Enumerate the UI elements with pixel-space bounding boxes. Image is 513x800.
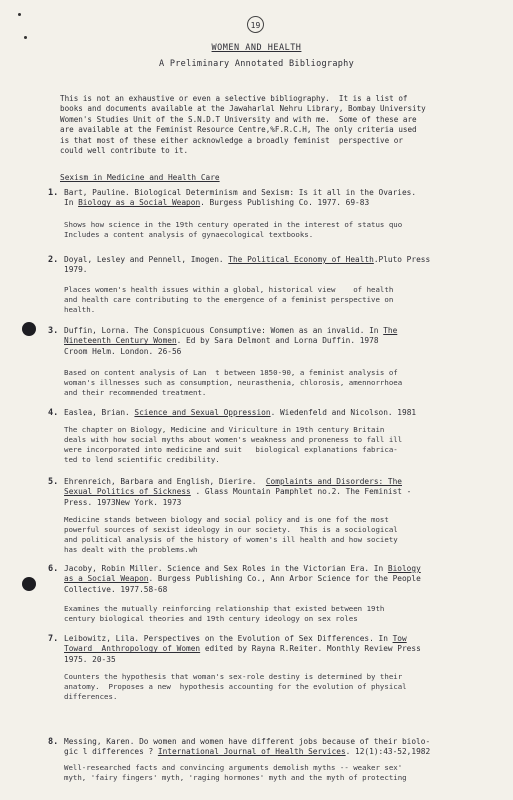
entry-citation	[64, 408, 416, 418]
punch-hole	[22, 322, 36, 336]
entry-citation	[64, 255, 430, 276]
entry-annotation	[64, 285, 393, 315]
entry-number: 8.	[48, 737, 59, 747]
entry-annotation	[64, 425, 402, 465]
citation-text: Doyal, Lesley and Pennell, Imogen.	[64, 255, 229, 264]
annotation-line: powerful sources of sexist ideology in our society. This is a sociological	[64, 525, 398, 534]
citation-title: Biology	[387, 564, 421, 573]
intro-line: could well contribute to it.	[60, 146, 189, 156]
citation-text: 1975. 20-35	[64, 654, 116, 664]
annotation-line: were incorporated into medicine and suit biological explanations fabrica-	[64, 445, 398, 454]
citation-title: The	[383, 326, 398, 335]
citation-text: In	[64, 198, 79, 208]
section-heading: Sexism in Medicine and Health Care	[60, 173, 220, 182]
citation-title: Science and Sexual Oppression	[134, 408, 271, 417]
citation-text: . 12(1):43-52,1982	[345, 747, 431, 757]
entry-annotation	[64, 515, 398, 555]
entry-citation	[64, 564, 421, 595]
citation-title: as a Social Weapon	[64, 574, 149, 584]
annotation-line: Counters the hypothesis that woman's sex-role destiny is determined by their	[64, 672, 403, 681]
annotation-line: woman's illnesses such as consumption, neurasthenia, chlorosis, amennorrhoea	[64, 378, 403, 387]
citation-title: Tow	[392, 634, 407, 643]
citation-text: . Ed by Sara Delmont and Lorna Duffin. 1978	[176, 336, 379, 346]
citation-text: Collective. 1977.58-68	[64, 584, 168, 594]
annotation-line: ted to lend scientific credibility.	[64, 455, 220, 464]
entry-citation	[64, 326, 397, 357]
entry-citation	[64, 477, 411, 508]
citation-text: Easlea, Brian.	[64, 408, 135, 417]
entry-citation	[64, 188, 416, 209]
intro-line: books and documents available at the Jawaharlal Nehru Library, Bombay University	[60, 104, 426, 114]
citation-text: . Glass Mountain Pamphlet no.2. The Feminist -	[190, 487, 412, 497]
intro-line: are available at the Feminist Resource Centre,%F.R.C.H, The only criteria used	[60, 125, 417, 135]
document-subtitle: A Preliminary Annotated Bibliography	[158, 59, 355, 69]
citation-text: gic l differences ?	[64, 747, 158, 757]
citation-text: . Burgess Publishing Co. 1977. 69-83	[200, 198, 370, 208]
annotation-line: health.	[64, 305, 96, 314]
page-number: 19	[247, 16, 264, 33]
annotation-line: Medicine stands between biology and social policy and is one fof the most	[64, 515, 389, 524]
annotation-line: Well-researched facts and convincing arguments demolish myths -- weaker sex'	[64, 763, 403, 772]
annotation-line: Places women's health issues within a global, historical view of health	[64, 285, 394, 294]
citation-text: 1979.	[64, 265, 88, 275]
citation-text: . Burgess Publishing Co., Ann Arbor Science for the People	[148, 574, 421, 584]
citation-text: Duffin, Lorna. The Conspicuous Consumptive: Women as an invalid. In	[64, 326, 384, 335]
annotation-line: Based on content analysis of Lan t between 1850-90, a feminist analysis of	[64, 368, 398, 377]
citation-text: . Wiedenfeld and Nicolson. 1981	[270, 408, 417, 417]
citation-text: Ehrenreich, Barbara and English, Dierire.	[64, 477, 266, 486]
annotation-line: myth, 'fairy fingers' myth, 'raging hormones' myth and the myth of protecting	[64, 773, 407, 782]
annotation-line: The chapter on Biology, Medicine and Viriculture in 19th century Britain	[64, 425, 385, 434]
annotation-line: differences.	[64, 692, 118, 701]
entry-number: 5.	[48, 477, 59, 487]
punch-hole	[22, 577, 36, 591]
annotation-line: century biological theories and 19th century ideology on sex roles	[64, 614, 358, 623]
citation-title: Biology as a Social Weapon	[78, 198, 201, 208]
annotation-line: deals with how social myths about women's weakness and proneness to fall ill	[64, 435, 403, 444]
citation-title: Sexual Politics of Sickness	[64, 487, 191, 497]
entry-number: 1.	[48, 188, 59, 198]
entry-number: 7.	[48, 634, 59, 644]
annotation-line: and health care contributing to the emergence of a feminist perspective on	[64, 295, 394, 304]
citation-title: Toward Anthropology of Women	[64, 644, 201, 654]
citation-text: Messing, Karen. Do women and women have different jobs because of their biolo-	[64, 737, 431, 746]
intro-line: This is not an exhaustive or even a selective bibliography. It is a list of	[60, 94, 408, 103]
annotation-line: has dealt with the problems.wh	[64, 545, 198, 554]
citation-title: Nineteenth Century Women	[64, 336, 177, 346]
entry-number: 6.	[48, 564, 59, 574]
entry-number: 4.	[48, 408, 59, 418]
entry-annotation	[64, 368, 402, 398]
speck	[24, 36, 27, 39]
citation-title: The Political Economy of Health	[228, 255, 374, 264]
citation-text: Jacoby, Robin Miller. Science and Sex Roles in the Victorian Era. In	[64, 564, 388, 573]
entry-citation	[64, 737, 430, 758]
intro-line: is that most of these either acknowledge a broadly feminist perspective or	[60, 135, 403, 145]
citation-text: Press. 1973New York. 1973	[64, 497, 182, 507]
citation-text: Croom Helm. London. 26-56	[64, 346, 182, 356]
citation-text: .Pluto Press	[373, 255, 431, 264]
citation-text: Bart, Pauline. Biological Determinism and Sexism: Is it all in the Ovaries.	[64, 188, 417, 197]
citation-text: Leibowitz, Lila. Perspectives on the Evolution of Sex Differences. In	[64, 634, 393, 643]
annotation-line: Includes a content analysis of gynaecological textbooks.	[64, 230, 314, 239]
citation-title: Complaints and Disorders: The	[265, 477, 402, 486]
entry-annotation	[64, 763, 407, 783]
annotation-line: anatomy. Proposes a new hypothesis accounting for the evolution of physical	[64, 682, 407, 691]
entry-annotation	[64, 672, 407, 702]
citation-title: International Journal of Health Services	[157, 747, 346, 757]
annotation-line: Examines the mutually reinforcing relationship that existed between 19th	[64, 604, 385, 613]
entry-citation	[64, 634, 421, 665]
entry-number: 3.	[48, 326, 59, 336]
document-title: WOMEN AND HEALTH	[211, 43, 302, 53]
entry-annotation	[64, 220, 402, 240]
annotation-line: and political analysis of the history of women's ill health and how society	[64, 535, 398, 544]
citation-text: edited by Rayna R.Reiter. Monthly Review Press	[200, 644, 421, 654]
intro-paragraph	[60, 94, 500, 156]
annotation-line: and their recommended treatment.	[64, 388, 207, 397]
annotation-line: Shows how science in the 19th century operated in the interest of status quo	[64, 220, 403, 229]
speck	[18, 13, 21, 16]
entry-number: 2.	[48, 255, 59, 265]
intro-line: Women's Studies Unit of the S.N.D.T University and with me. Some of these are	[60, 114, 417, 124]
entry-annotation	[64, 604, 384, 624]
